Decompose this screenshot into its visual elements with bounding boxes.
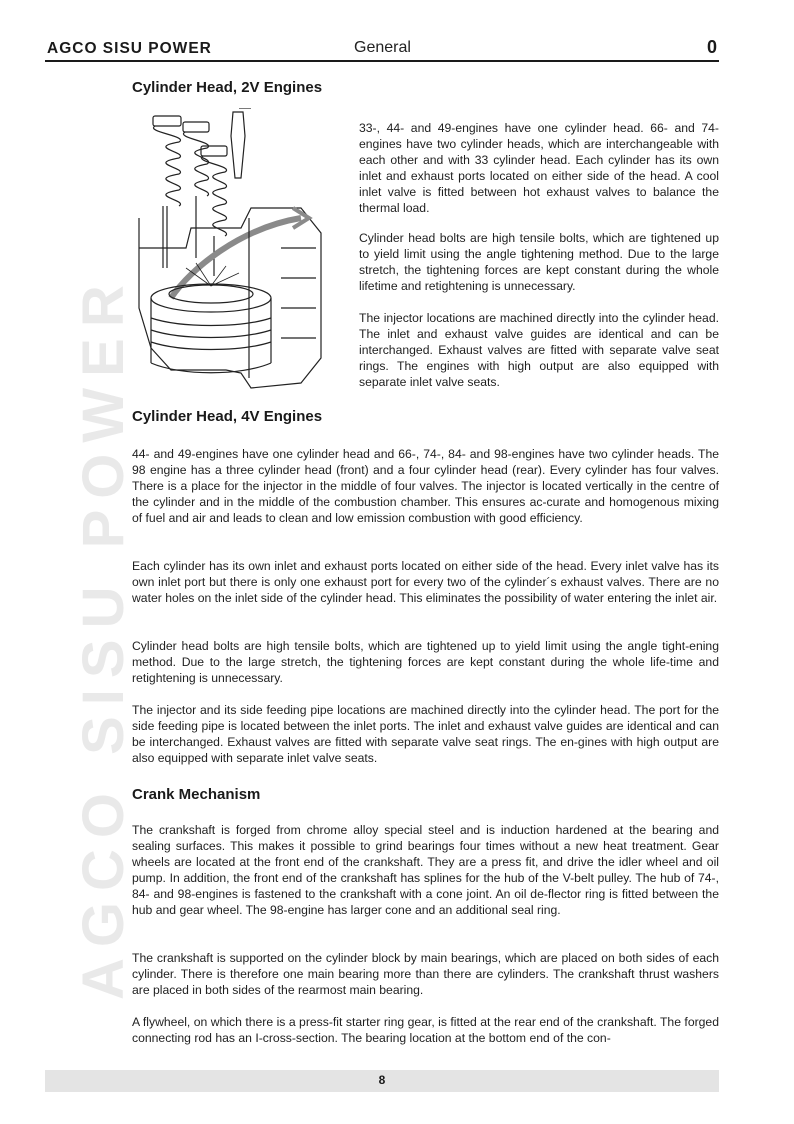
page-number: 8 xyxy=(378,1073,386,1087)
paragraph-4v-2: Each cylinder has its own inlet and exhaust ports located on either side of the head. Every inlet valve has its own inlet port but there is only one exhaust port for every two of the cylinder´s exhaust valves. There are no water holes on the inlet side of the cylinder head. This eliminates the possibility of water entering the inlet air. xyxy=(132,559,719,605)
header-rule xyxy=(45,60,719,62)
paragraph-crank-2: The crankshaft is supported on the cylinder block by main bearings, which are placed on both sides of each cylinder. There is therefore one main bearing more than there are cylinders. The crankshaft thrust washers are placed in both sides of the rearmost main bearing. xyxy=(132,951,719,997)
section-title-crank: Crank Mechanism xyxy=(132,786,261,803)
paragraph-2v-2: Cylinder head bolts are high tensile bolts, which are tightened up to yield limit using the angle tightening method. Due to the large stretch, the tightening forces are kept constant during the whole lifetime and retightening is unnecessary. xyxy=(359,231,719,293)
paragraph-crank-1: The crankshaft is forged from chrome alloy special steel and is induction hardened at the bearing and sealing surfaces. This makes it possible to grind bearings four times without a new heat treatment. Gear wheels are located at the front end of the crankshaft. They are a press fit, and drive the idler wheel and oil pump. In addition, the front end of the crankshaft has splines for the hub of the V-belt pulley. The hub of 74-, 84- and 98-engines is fastened to the crankshaft with a cone joint. An oil de-flector ring is fitted between the hub and gear wheel. The 98-engine has larger cone and an additional seal ring. xyxy=(132,823,719,917)
section-title-2v: Cylinder Head, 2V Engines xyxy=(132,79,323,96)
side-watermark: AGCO SISU POWER xyxy=(71,274,136,1000)
paragraph-2v-1: 33-, 44- and 49-engines have one cylinder head. 66- and 74-engines have two cylinder heads, which are interchangeable with each other and with 33 cylinder head. Each cylinder has its own inlet and exhaust ports located on either side of the head. A cool inlet valve is fitted between hot exhaust valves to balance the thermal load. xyxy=(359,121,719,215)
header-section-title: General xyxy=(354,39,411,56)
page-footer xyxy=(45,1070,719,1092)
paragraph-4v-4: The injector and its side feeding pipe locations are machined directly into the cylinder head. The port for the side feeding pipe is located between the inlet ports. The inlet and exhaust valve guides are identical and can be interchanged. Exhaust valves are fitted with separate valve seat rings. The en-gines with high output are also equipped with separate inlet valve seats. xyxy=(132,703,719,765)
section-title-4v: Cylinder Head, 4V Engines xyxy=(132,408,323,425)
cylinder-head-illustration xyxy=(131,108,331,396)
header-brand: AGCO SISU POWER xyxy=(47,40,212,57)
header-chapter-number: 0 xyxy=(706,37,717,57)
paragraph-4v-1: 44- and 49-engines have one cylinder head and 66-, 74-, 84- and 98-engines have two cylinder heads. The 98 engine has a three cylinder head (front) and a four cylinder head (rear). Every cylinder has four valves. There is a place for the injector in the middle of four valves. The injector is located vertically in the centre of the cylinder and in the middle of the combustion chamber. This ensures ac-curate and homogenous mixing of fuel and air and leads to clean and low emission combustion with good efficiency. xyxy=(132,447,719,525)
paragraph-2v-3: The injector locations are machined directly into the cylinder head. The inlet and exhaust valve guides are identical and can be interchanged. Exhaust valves are fitted with separate valve seat rings. The engines with high output are also equipped with separate inlet valve seats. xyxy=(359,311,719,389)
paragraph-4v-3: Cylinder head bolts are high tensile bolts, which are tightened up to yield limit using the angle tight-ening method. Due to the large stretch, the tightening forces are kept constant during the whole life-time and retightening is unnecessary. xyxy=(132,639,719,685)
page-header xyxy=(45,36,719,62)
paragraph-crank-3: A flywheel, on which there is a press-fit starter ring gear, is fitted at the rear end of the crankshaft. The forged connecting rod has an I-cross-section. The bearing location at the bottom end of the con- xyxy=(132,1015,719,1045)
